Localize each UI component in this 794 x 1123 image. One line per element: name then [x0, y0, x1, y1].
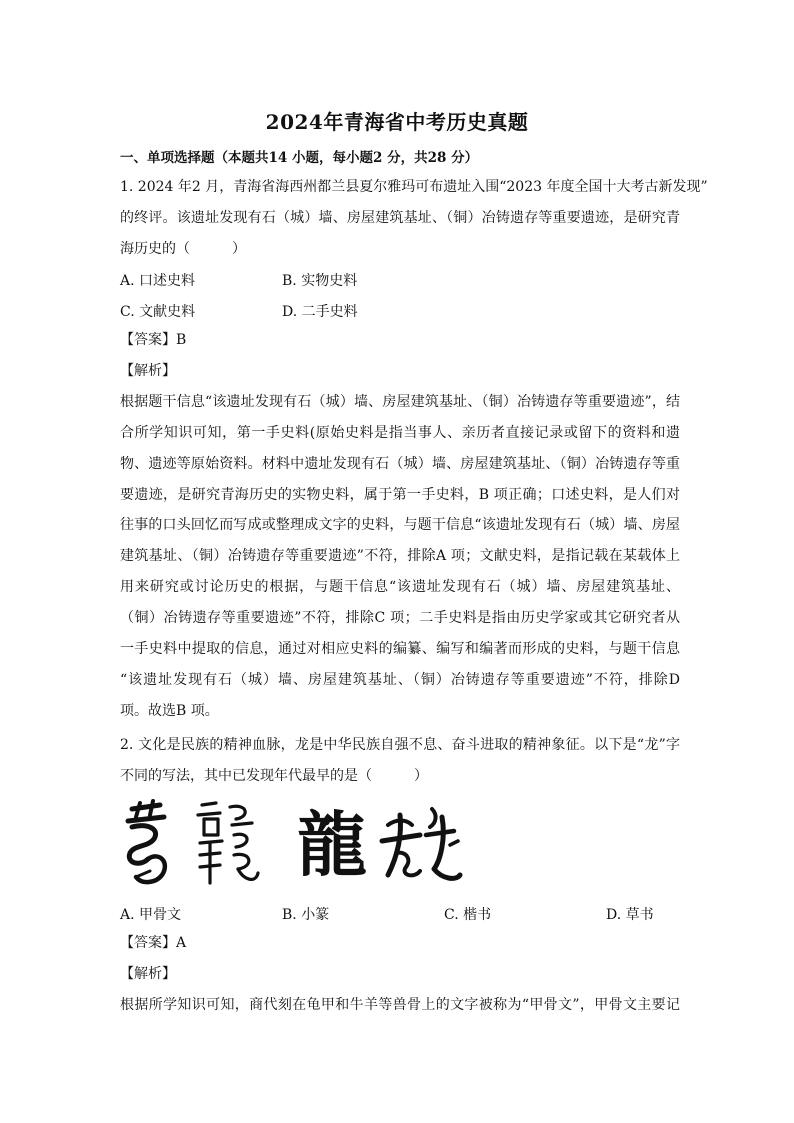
q1-analysis-line: “该遗址发现有石（城）墙、房屋建筑基址、（铜）冶铸遗存等重要遗迹”不符，排除D	[120, 671, 680, 688]
option-text: 二手史料	[301, 304, 358, 320]
option-text: 实物史料	[301, 273, 358, 289]
option-text: 小篆	[301, 907, 330, 923]
option-letter: A.	[120, 907, 135, 923]
question-1-solution	[120, 325, 680, 727]
question-2-stem	[120, 730, 680, 792]
option-text: 口述史料	[139, 273, 196, 289]
option-letter: B.	[282, 907, 297, 923]
option-letter: B.	[282, 273, 297, 289]
option-text: 甲骨文	[139, 907, 182, 923]
option-letter: A.	[120, 273, 135, 289]
q1-analysis-line: 一手史料中提取的信息，通过对相应史料的编纂、编写和编著而形成的史料，与题干信息	[120, 641, 680, 658]
q2-analysis-label: 【解析】	[120, 965, 176, 982]
q1-answer: 【答案】B	[120, 332, 187, 348]
option-letter: C.	[120, 304, 135, 320]
q2-analysis-line: 根据所学知识可知，商代刻在龟甲和牛羊等兽骨上的文字被称为“甲骨文”，甲骨文主要记	[120, 996, 680, 1013]
q2-stem-line: 不同的写法，其中已发现年代最早的是（ ）	[120, 767, 428, 784]
regular-script-dragon-glyph: 龍	[297, 804, 367, 886]
q1-analysis-line: 合所学知识可知，第一手史料(原始史料是指当事人、亲历者直接记录或留下的资料和遗	[120, 424, 680, 441]
oracle-bone-dragon-glyph	[128, 801, 165, 882]
q1-option-c	[120, 301, 195, 321]
option-text: 楷书	[463, 907, 492, 923]
option-letter: D.	[282, 304, 298, 320]
q1-analysis-line: 往事的口头回忆而写成或整理成文字的史料，与题干信息“该遗址发现有石（城）墙、房屋	[120, 517, 680, 534]
option-text: 文献史料	[139, 304, 196, 320]
q1-stem-line: 海历史的（ ）	[120, 240, 246, 257]
q1-analysis-line: 建筑基址、（铜）冶铸遗存等重要遗迹”不符，排除A 项；文献史料，是指记载在某载体上	[120, 548, 680, 565]
q1-option-a	[120, 270, 195, 290]
section-heading: 一、单项选择题（本题共14 小题，每小题2 分，共28 分）	[120, 150, 479, 166]
question-1-stem	[120, 172, 708, 265]
option-letter: D.	[606, 907, 622, 923]
q1-option-b	[282, 270, 357, 290]
q1-stem-line: 的终评。该遗址发现有石（城）墙、房屋建筑基址、（铜）冶铸遗存等重要遗迹，是研究青	[120, 209, 680, 226]
q2-option-a	[120, 904, 181, 924]
q1-analysis-line: 要遗迹，是研究青海历史的实物史料，属于第一手史料，B 项正确；口述史料，是人们对	[120, 486, 680, 503]
dragon-glyphs-figure	[120, 795, 465, 890]
q2-answer: 【答案】A	[120, 935, 187, 951]
q2-option-b	[282, 904, 329, 924]
q1-analysis-line: 项。故选B 项。	[120, 702, 219, 719]
option-text: 草书	[625, 907, 654, 923]
q1-option-d	[282, 301, 358, 321]
q1-analysis-line: 根据题干信息“该遗址发现有石（城）墙、房屋建筑基址、（铜）冶铸遗存等重要遗迹”，结	[120, 393, 680, 410]
question-2-solution	[120, 928, 680, 1021]
q2-option-d	[606, 904, 654, 924]
small-seal-dragon-glyph	[198, 803, 258, 883]
q1-stem-line: 1. 2024 年2 月，青海省海西州都兰县夏尔雅玛可布遗址入围“2023 年度全国十大考古新发现”	[120, 179, 708, 195]
q1-analysis-line: 用来研究或讨论历史的根据，与题干信息“该遗址发现有石（城）墙、房屋建筑基址、	[120, 579, 680, 596]
q1-analysis-label: 【解析】	[120, 362, 176, 379]
q2-stem-line: 2. 文化是民族的精神血脉，龙是中华民族自强不息、奋斗进取的精神象征。以下是“龙”字	[120, 737, 680, 753]
q2-option-c	[444, 904, 491, 924]
q1-analysis-line: 物、遗迹等原始资料。材料中遗址发现有石（城）墙、房屋建筑基址、（铜）冶铸遗存等重	[120, 455, 680, 472]
q1-analysis-line: （铜）冶铸遗存等重要遗迹”不符，排除C 项；二手史料是指由历史学家或其它研究者从	[120, 610, 680, 627]
option-letter: C.	[444, 907, 459, 923]
cursive-dragon-glyph	[382, 809, 460, 878]
document-title: 2024年青海省中考历史真题	[265, 110, 529, 134]
